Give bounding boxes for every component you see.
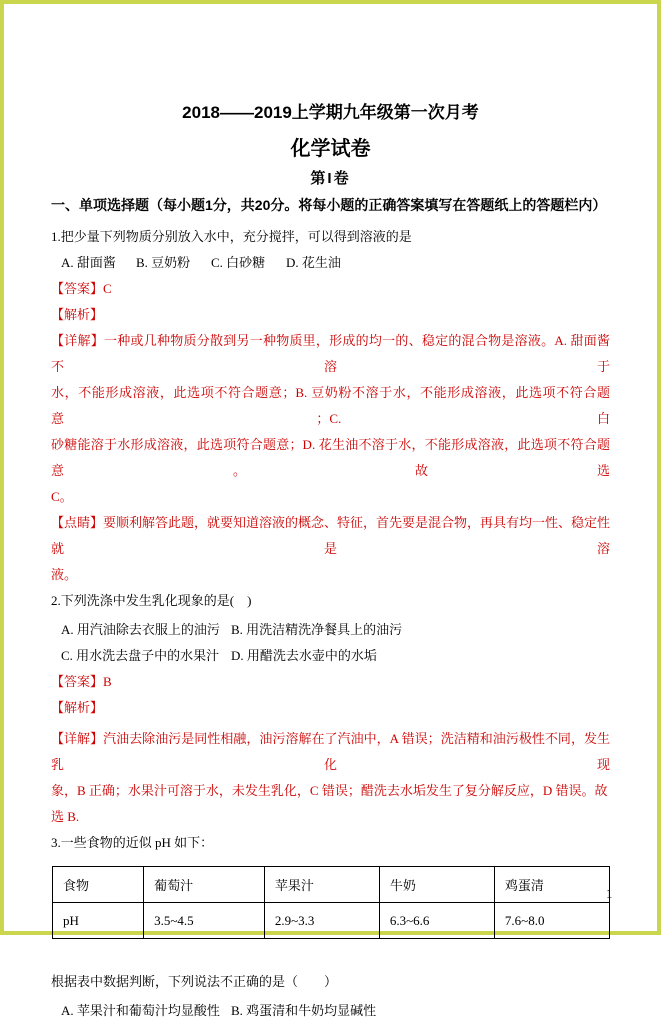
ph-table-header-cell: 牛奶 — [379, 867, 494, 903]
ph-table-cell: pH — [53, 903, 144, 939]
q1-option-c: C. 白砂糖 — [211, 255, 266, 270]
q1-detail-line: 【详解】一种或几种物质分散到另一种物质里，形成的均一的、稳定的混合物是溶液。A. 甜面酱不溶于 — [51, 333, 610, 374]
doc-subtitle: 化学试卷 — [290, 138, 371, 160]
q2-answer-line — [51, 669, 610, 695]
q1-option-b: B. 豆奶粉 — [136, 255, 191, 270]
doc-title: 2018——2019上学期九年级第一次月考 — [182, 103, 479, 122]
ph-table-cell: 2.9~3.3 — [264, 903, 379, 939]
ph-table-header-cell: 苹果汁 — [264, 867, 379, 903]
q2-detail-line: 【详解】汽油去除油污是同性相融，油污溶解在了汽油中，A 错误；洗洁精和油污极性不同，发生乳化现 — [51, 731, 610, 772]
q2-option-a: A. 用汽油除去衣服上的油污 — [61, 622, 220, 637]
q1-option-a: A. 甜面酱 — [61, 255, 116, 270]
q3-follow-up: 根据表中数据判断，下列说法不正确的是（ ） — [51, 974, 338, 989]
ph-table-value-row — [53, 903, 610, 939]
q1-options-row — [51, 250, 610, 276]
q3-option-a: A. 苹果汁和葡萄汁均显酸性 — [61, 1003, 220, 1018]
q1-analysis-label: 【解析】 — [51, 307, 104, 322]
q2-option-b: B. 用洗洁精洗净餐具上的油污 — [231, 622, 403, 637]
q2-option-d: D. 用醋洗去水壶中的水垢 — [231, 648, 377, 663]
q1-detail-line: 砂糖能溶于水形成溶液，此选项符合题意；D. 花生油不溶于水，不能形成溶液，此选项不符合题意。故选 — [51, 437, 610, 478]
ph-table-header-row — [53, 867, 610, 903]
q3-stem: 3.一些食物的近似 pH 如下： — [51, 835, 214, 850]
ph-table-cell: 6.3~6.6 — [379, 903, 494, 939]
q1-tip-line: 【点睛】要顺利解答此题，就要知道溶液的概念、特征，首先要是混合物，再具有均一性、稳定性就是溶 — [51, 515, 611, 556]
ph-table-cell: 7.6~8.0 — [494, 903, 609, 939]
ph-table — [52, 866, 610, 939]
q2-detail-paragraph — [51, 726, 610, 830]
q3-options-row — [51, 998, 610, 1024]
q1-detail-line: 水，不能形成溶液，此选项不符合题意；B. 豆奶粉不溶于水，不能形成溶液，此选项不符合题意；C. 白 — [51, 385, 610, 426]
q1-answer-value: C — [103, 281, 112, 296]
volume-heading: 第I卷 — [310, 170, 351, 187]
page-number: 1 — [606, 886, 613, 901]
q1-detail-paragraph — [51, 328, 610, 510]
q1-stem: 1.把少量下列物质分别放入水中，充分搅拌，可以得到溶液的是 — [51, 229, 412, 244]
q2-detail-line: 象，B 正确；水果汁可溶于水，未发生乳化，C 错误；醋洗去水垢发生了复分解反应，D 错误。故选 B. — [51, 783, 608, 824]
q1-answer-line — [51, 276, 610, 302]
ph-table-header-cell: 鸡蛋清 — [494, 867, 609, 903]
ph-table-cell: 3.5~4.5 — [144, 903, 265, 939]
q1-tip-line: 液。 — [51, 567, 78, 582]
q2-option-c: C. 用水洗去盘子中的水果汁 — [61, 648, 220, 663]
q1-detail-line: C。 — [51, 489, 73, 504]
q1-option-d: D. 花生油 — [286, 255, 341, 270]
ph-table-header-cell: 食物 — [53, 867, 144, 903]
q2-stem: 2.下列洗涤中发生乳化现象的是( ) — [51, 593, 252, 608]
q2-analysis-label: 【解析】 — [51, 700, 104, 715]
q2-options-row-cd — [51, 643, 610, 669]
answer-label: 【答案】 — [51, 281, 104, 296]
answer-label: 【答案】 — [51, 674, 104, 689]
ph-table-header-cell: 葡萄汁 — [144, 867, 265, 903]
q2-options-row-ab — [51, 617, 610, 643]
q1-tip-paragraph — [51, 510, 610, 588]
q3-option-b: B. 鸡蛋清和牛奶均显碱性 — [231, 1003, 377, 1018]
q2-answer-value: B — [103, 674, 112, 689]
section-heading: 一、单项选择题（每小题1分，共20分。将每小题的正确答案填写在答题纸上的答题栏内） — [51, 197, 607, 213]
